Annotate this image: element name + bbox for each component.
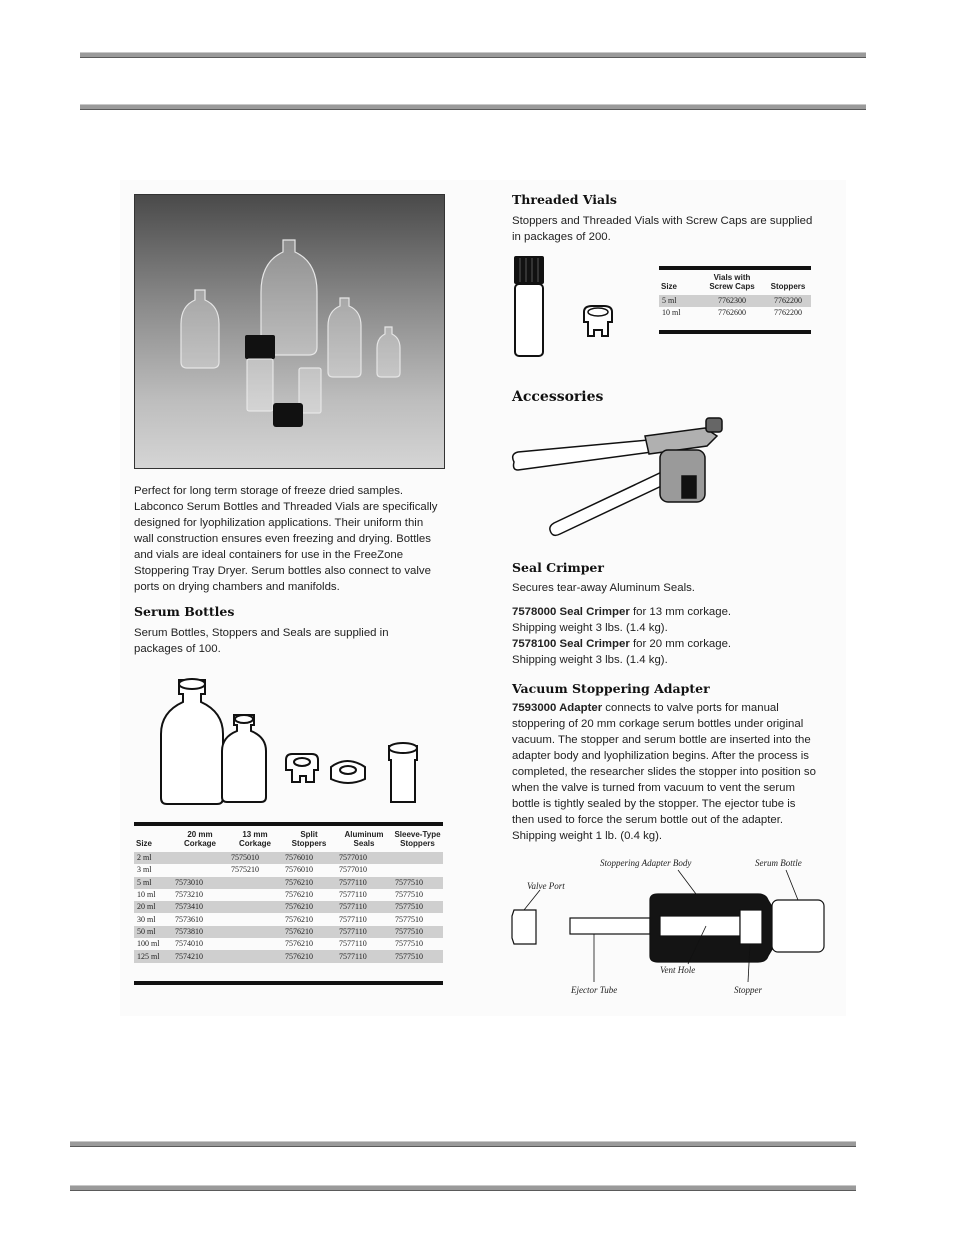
top-rule-2: [80, 104, 866, 110]
table-row: [134, 901, 443, 913]
serum-table-top-bar: [134, 822, 443, 826]
cell: 7577010: [339, 865, 367, 875]
cell: 7577110: [336, 950, 392, 962]
table-row: [134, 889, 443, 901]
threaded-table-top-bar: [659, 266, 811, 270]
seal-crimper-item-1: [512, 604, 832, 668]
cell: 7574010: [175, 939, 203, 949]
table-row: [134, 950, 443, 962]
threaded-table-bottom-bar: [659, 330, 811, 334]
crimper-1-ship: Shipping weight 3 lbs. (1.4 kg).: [512, 622, 668, 634]
cell: [172, 852, 228, 864]
cell: 7576010: [282, 852, 336, 864]
cell: 10 ml: [662, 308, 681, 318]
table-row: [134, 877, 443, 889]
col-13mm: 13 mm Corkage: [238, 830, 271, 848]
threaded-vials-heading: Threaded Vials: [512, 192, 617, 207]
cell: 7577110: [336, 877, 392, 889]
cell: [228, 926, 282, 938]
cell: 7576210: [285, 914, 313, 924]
crimper-2-desc: for 20 mm corkage.: [629, 638, 732, 650]
seal-crimper-illustration: [510, 412, 760, 542]
intro-paragraph: Perfect for long term storage of freeze dried samples. Labconco Serum Bottles and Threaded Vials are specifically designed for lyophilization applications. Their uniform thin wall construction ensures even freezing and drying. Bottles and vials are ideal containers for use in the FreeZone Stoppering Tray Dryer. Serum bottles also connect to valve ports on drying chambers and manifolds.: [134, 485, 438, 593]
cell: 20 ml: [134, 901, 172, 913]
table-header-row: [134, 828, 443, 852]
cell: [392, 864, 443, 876]
adapter-text: connects to valve ports for manual stoppering of 20 mm corkage serum bottles under original vacuum. The stopper and serum bottle are inserted into the adapter body and lyophilization begins. After the process is completed, the researcher slides the stopper into position so when the valve is turned from vacuum to vent the serum bottle is tightly sealed by the stopper. The ejector tube is then used to force the serum bottle out of the adapter.: [512, 702, 816, 826]
col-20mm: 20 mm Corkage: [183, 830, 216, 848]
cell: 7577510: [392, 901, 443, 913]
adapter-heading: Vacuum Stoppering Adapter: [512, 681, 710, 696]
table-row: [659, 307, 811, 319]
seal-crimper-text: Secures tear-away Aluminum Seals.: [512, 582, 695, 594]
cell: 7577510: [392, 950, 443, 962]
accessories-heading: Accessories: [512, 389, 604, 405]
bottom-rule-1: [70, 1141, 856, 1147]
table-row: [134, 938, 443, 950]
threaded-vials-table: [659, 271, 811, 320]
cell: 7577510: [395, 939, 423, 949]
cell: [228, 901, 282, 913]
cell: 7576210: [282, 926, 336, 938]
label-stopper: Stopper: [734, 985, 762, 995]
cell: [172, 864, 228, 876]
cell: 7573410: [172, 901, 228, 913]
cell: [228, 938, 282, 950]
table-row: [134, 864, 443, 876]
label-serum-bottle: Serum Bottle: [755, 858, 802, 868]
cell: 7762600: [718, 308, 746, 318]
adapter-paragraph: [512, 700, 817, 844]
top-rule-1: [80, 52, 866, 58]
col-aluminum-seals: Aluminum Seals: [344, 830, 384, 848]
serum-bottles-text: Serum Bottles, Stoppers and Seals are supplied in packages of 100.: [134, 627, 389, 655]
cell: 50 ml: [134, 926, 172, 938]
cell: 7574210: [172, 950, 228, 962]
cell: 3 ml: [137, 865, 152, 875]
cell: [228, 950, 282, 962]
label-valve-port: Valve Port: [527, 881, 565, 891]
col-split-stoppers: Split Stoppers: [291, 830, 327, 848]
cell: 7577110: [339, 890, 367, 900]
col-stoppers: Stoppers: [770, 282, 806, 291]
threaded-vial-illustration: [512, 252, 652, 362]
cell: 7577510: [395, 914, 423, 924]
label-vent-hole: Vent Hole: [660, 965, 696, 975]
glassware-photo-icon: [135, 195, 444, 468]
cell: 7576210: [282, 901, 336, 913]
cell: 7576210: [285, 939, 313, 949]
cell: 7576010: [285, 865, 313, 875]
col-size: Size: [661, 282, 678, 291]
label-ejector-tube: Ejector Tube: [571, 985, 618, 995]
table-header-row: [659, 271, 811, 295]
crimper-1-part-number: 7578000 Seal Crimper: [512, 606, 630, 618]
cell: 2 ml: [134, 852, 172, 864]
cell: 7762200: [774, 308, 802, 318]
cell: 30 ml: [137, 914, 156, 924]
adapter-part-number: 7593000 Adapter: [512, 702, 603, 714]
cell: 7577110: [336, 926, 392, 938]
cell: 7762300: [699, 295, 765, 307]
cell: 7577510: [395, 890, 423, 900]
cell: 5 ml: [134, 877, 172, 889]
cell: 7576210: [282, 877, 336, 889]
cell: 100 ml: [137, 939, 160, 949]
col-size: Size: [136, 839, 153, 848]
table-row: [134, 913, 443, 925]
cell: [228, 913, 282, 925]
cell: 10 ml: [137, 890, 156, 900]
seal-crimper-heading: Seal Crimper: [512, 560, 604, 575]
cell: 7762200: [765, 295, 811, 307]
crimper-1-desc: for 13 mm corkage.: [629, 606, 732, 618]
cell: [228, 889, 282, 901]
table-row: [659, 295, 811, 307]
cell: 7575210: [231, 865, 259, 875]
serum-table-bottom-bar: [134, 981, 443, 985]
serum-bottles-illustration: [134, 672, 444, 807]
col-sleeve-stoppers: Sleeve-Type Stoppers: [394, 830, 441, 848]
product-photo: [134, 194, 445, 469]
cell: 7576210: [285, 890, 313, 900]
serum-bottles-table: [134, 828, 443, 963]
cell: 7573010: [172, 877, 228, 889]
label-stoppering-adapter-body: Stoppering Adapter Body: [600, 858, 692, 868]
cell: 125 ml: [134, 950, 172, 962]
table-row: [134, 852, 443, 864]
adapter-ship: Shipping weight 1 lb. (0.4 kg).: [512, 830, 663, 842]
cell: 7577510: [392, 877, 443, 889]
cell: 7577010: [336, 852, 392, 864]
cell: [392, 852, 443, 864]
table-row: [134, 926, 443, 938]
col-vials-with-screw-caps: Vials with Screw Caps: [709, 273, 755, 291]
serum-bottles-heading: Serum Bottles: [134, 604, 235, 619]
cell: [228, 877, 282, 889]
crimper-2-part-number: 7578100 Seal Crimper: [512, 638, 630, 650]
cell: 7573810: [172, 926, 228, 938]
cell: 7573210: [175, 890, 203, 900]
cell: 5 ml: [659, 295, 699, 307]
cell: 7577510: [392, 926, 443, 938]
threaded-vials-text: Stoppers and Threaded Vials with Screw Caps are supplied in packages of 200.: [512, 215, 813, 243]
cell: 7577110: [339, 939, 367, 949]
bottom-rule-2: [70, 1185, 856, 1191]
cell: 7577110: [339, 914, 367, 924]
cell: 7576210: [282, 950, 336, 962]
cell: 7575010: [228, 852, 282, 864]
cell: 7573610: [175, 914, 203, 924]
crimper-2-ship: Shipping weight 3 lbs. (1.4 kg).: [512, 654, 668, 666]
cell: 7577110: [336, 901, 392, 913]
